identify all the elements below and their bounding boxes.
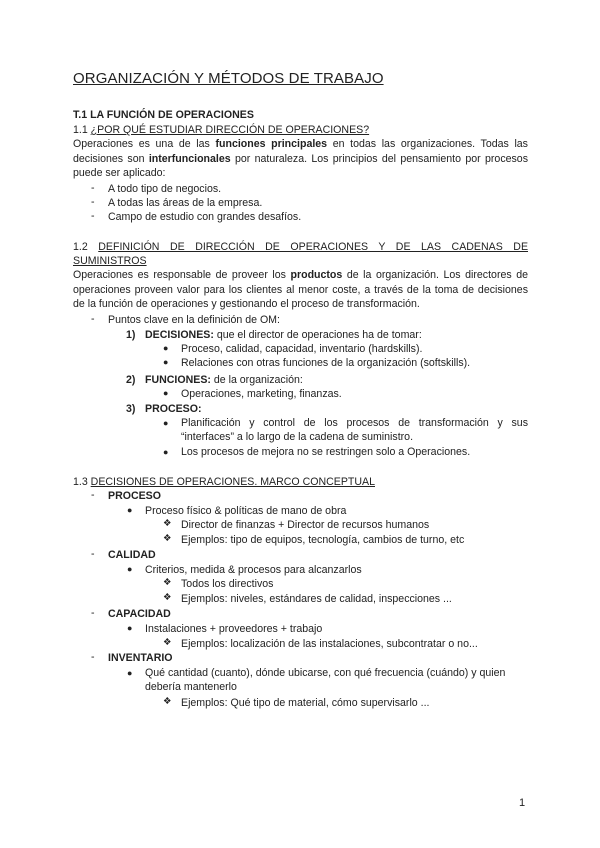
dash-bullet: - [91,196,95,208]
document-title: ORGANIZACIÓN Y MÉTODOS DE TRABAJO [73,70,384,87]
section-1-1-heading: 1.1 ¿POR QUÉ ESTUDIAR DIRECCIÓN DE OPERACIONES? [73,124,370,136]
diamond-bullet-icon: ❖ [163,592,172,603]
dash-bullet: - [91,651,95,663]
bullet-item-line: “interfaces” a lo largo de la cadena de suministro. [181,431,414,443]
numbered-marker: 3) [126,403,136,415]
dash-bullet: - [91,210,95,222]
bullet-icon: ● [163,357,169,367]
bullet-icon: ● [127,505,133,515]
diamond-bullet-icon: ❖ [163,637,172,648]
bullet-icon: ● [163,447,169,457]
numbered-item: FUNCIONES: de la organización: [145,374,303,386]
dash-bullet: - [91,607,95,619]
bullet-icon: ● [127,564,133,574]
bullet-item-line: Planificación y control de los procesos de transformación y sus [181,417,528,429]
sub-item: Ejemplos: localización de las instalaciones, subcontratar o no... [181,638,478,650]
sub-item: Ejemplos: Qué tipo de material, cómo supervisarlo ... [181,697,430,709]
bullet-item: Relaciones con otras funciones de la organización (softskills). [181,357,471,369]
bullet-icon: ● [163,343,169,353]
diamond-bullet-icon: ❖ [163,518,172,529]
bullet-item: Criterios, medida & procesos para alcanzarlos [145,564,362,576]
category-label: CALIDAD [108,549,156,561]
dash-bullet: - [91,313,95,325]
sub-item: Director de finanzas + Director de recursos humanos [181,519,430,531]
diamond-bullet-icon: ❖ [163,533,172,544]
category-label: CAPACIDAD [108,608,171,620]
bullet-item: Proceso físico & políticas de mano de obra [145,505,347,517]
bullet-item-line: debería mantenerlo [145,681,237,693]
sub-item: Todos los directivos [181,578,274,590]
category-label: INVENTARIO [108,652,173,664]
sub-item: Ejemplos: tipo de equipos, tecnología, cambios de turno, etc [181,534,465,546]
bullet-item-line: Qué cantidad (cuanto), dónde ubicarse, con qué frecuencia (cuándo) y quien [145,667,506,679]
dash-bullet: - [91,182,95,194]
bullet-icon: ● [163,418,169,428]
bullet-icon: ● [127,623,133,633]
diamond-bullet-icon: ❖ [163,696,172,707]
sub-item: Ejemplos: niveles, estándares de calidad, inspecciones ... [181,593,452,605]
list-item: A todas las áreas de la empresa. [108,197,263,209]
numbered-item: PROCESO: [145,403,202,415]
section-1-2-paragraph: Operaciones es responsable de proveer los productos de la organización. Los directores de operaciones proveen valor para los clientes al menor coste, a través de la toma de decisiones de la función de operaciones y gestionando el proceso de transformación. [73,269,528,311]
bullet-icon: ● [127,668,133,678]
bullet-item: Proceso, calidad, capacidad, inventario (hardskills). [181,343,423,355]
list-item: Puntos clave en la definición de OM: [108,314,280,326]
bullet-icon: ● [163,388,169,398]
diamond-bullet-icon: ❖ [163,577,172,588]
section-1-3-heading: 1.3 DECISIONES DE OPERACIONES. MARCO CONCEPTUAL [73,476,375,488]
bullet-item: Los procesos de mejora no se restringen solo a Operaciones. [181,446,471,458]
section-1-1-paragraph: Operaciones es una de las funciones principales en todas las organizaciones. Todas las decisiones son interfuncionales por naturaleza. Los principios del pensamiento por procesos puede ser aplicado: [73,138,528,180]
category-label: PROCESO [108,490,161,502]
numbered-item: DECISIONES: que el director de operaciones ha de tomar: [145,329,422,341]
dash-bullet: - [91,489,95,501]
numbered-marker: 2) [126,374,136,386]
numbered-marker: 1) [126,329,136,341]
page-number: 1 [519,797,526,809]
bullet-item: Instalaciones + proveedores + trabajo [145,623,323,635]
section-1-2-heading: 1.2 DEFINICIÓN DE DIRECCIÓN DE OPERACIONES Y DE LAS CADENAS DE SUMINISTROS [73,241,529,267]
chapter-heading: T.1 LA FUNCIÓN DE OPERACIONES [73,109,254,121]
dash-bullet: - [91,548,95,560]
bullet-item: Operaciones, marketing, finanzas. [181,388,342,400]
list-item: A todo tipo de negocios. [108,183,222,195]
list-item: Campo de estudio con grandes desafíos. [108,211,302,223]
